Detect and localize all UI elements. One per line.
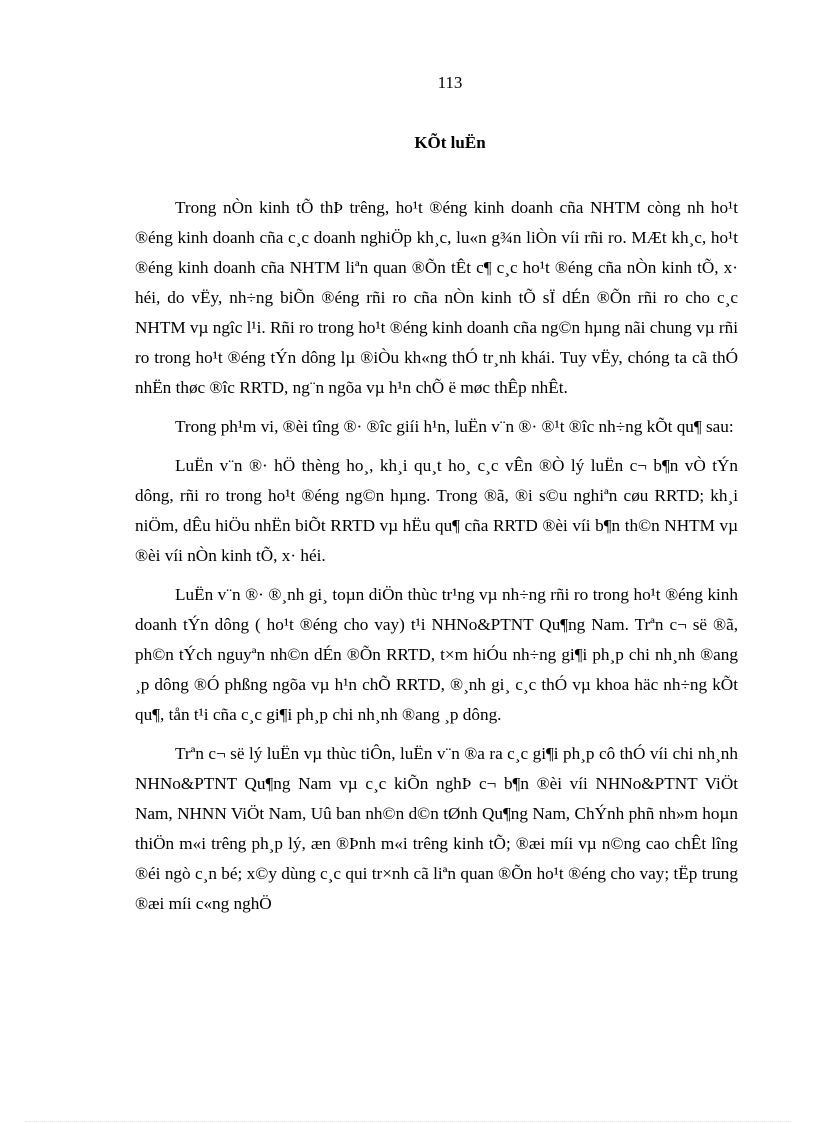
page-number: 113 [437,73,463,92]
page-title: KÕt luËn [414,133,486,152]
page-bottom-divider [25,1121,791,1122]
paragraph-solutions: Trªn c¬ së lý luËn vµ thùc tiÔn, luËn v¨n ®a ra c¸c gi¶i ph¸p cô thÓ víi chi nh¸nh NHNo&PTNT Qu¶ng Nam vµ c¸c kiÕn nghÞ c¬ b¶n ®èi víi NHNo&PTNT ViÖt Nam, NHNN ViÖt Nam, Uû ban nh©n d©n tØnh Qu¶ng Nam, ChÝnh phñ nh»m hoµn thiÖn m«i trêng ph¸p lý, æn ®Þnh m«i trêng kinh tÕ; ®æi míi vµ n©ng cao chÊt lîng ®éi ngò c¸n bé; x©y dùng c¸c qui tr×nh cã liªn quan ®Õn ho¹t ®éng cho vay; tËp trung ®æi míi c«ng nghÖ [135,744,738,913]
paragraph-assessment: LuËn v¨n ®· ®¸nh gi¸ toµn diÖn thùc tr¹ng vµ nh÷ng rñi ro trong ho¹t ®éng kinh doanh tÝn dông ( ho¹t ®éng cho vay) t¹i NHNo&PTNT Qu¶ng Nam. Trªn c¬ së ®ã, ph©n tÝch nguyªn nh©n dÉn ®Õn RRTD, t×m hiÓu nh÷ng gi¶i ph¸p chi nh¸nh ®ang ¸p dông ®Ó phßng ngõa vµ h¹n chÕ RRTD, ®¸nh gi¸ c¸c thÓ vµ khoa häc nh÷ng kÕt qu¶, tån t¹i cña c¸c gi¶i ph¸p chi nh¸nh ®ang ¸p dông. [135,585,738,724]
paragraph-scope: Trong ph¹m vi, ®èi tîng ®· ®îc giíi h¹n, luËn v¨n ®· ®¹t ®îc nh÷ng kÕt qu¶ sau: [175,417,734,436]
paragraph-intro: Trong nÒn kinh tÕ thÞ trêng, ho¹t ®éng kinh doanh cña NHTM còng nh ho¹t ®éng kinh doanh cña c¸c doanh nghiÖp kh¸c, lu«n g¾n liÒn víi rñi ro. MÆt kh¸c, ho¹t ®éng kinh doanh cña NHTM liªn quan ®Õn tÊt c¶ c¸c ho¹t ®éng cña nÒn kinh tÕ, x· héi, do vËy, nh÷ng biÕn ®éng rñi ro cña nÒn kinh tÕ sÏ dÉn ®Õn rñi ro cho c¸c NHTM vµ ngîc l¹i. Rñi ro trong ho¹t ®éng kinh doanh cña ng©n hµng nãi chung vµ rñi ro trong ho¹t ®éng tÝn dông lµ ®iÒu kh«ng thÓ tr¸nh khái. Tuy vËy, chóng ta cã thÓ nhËn thøc ®îc RRTD, ng¨n ngõa vµ h¹n chÕ ë møc thÊp nhÊt. [135,198,738,397]
body-text [135,193,738,928]
paragraph-theory: LuËn v¨n ®· hÖ thèng ho¸, kh¸i qu¸t ho¸ c¸c vÊn ®Ò lý luËn c¬ b¶n vÒ tÝn dông, rñi ro trong ho¹t ®éng ng©n hµng. Trong ®ã, ®i s©u nghiªn cøu RRTD; kh¸i niÖm, dÊu hiÖu nhËn biÕt RRTD vµ hËu qu¶ cña RRTD ®èi víi b¶n th©n NHTM vµ ®èi víi nÒn kinh tÕ, x· héi. [135,456,738,565]
